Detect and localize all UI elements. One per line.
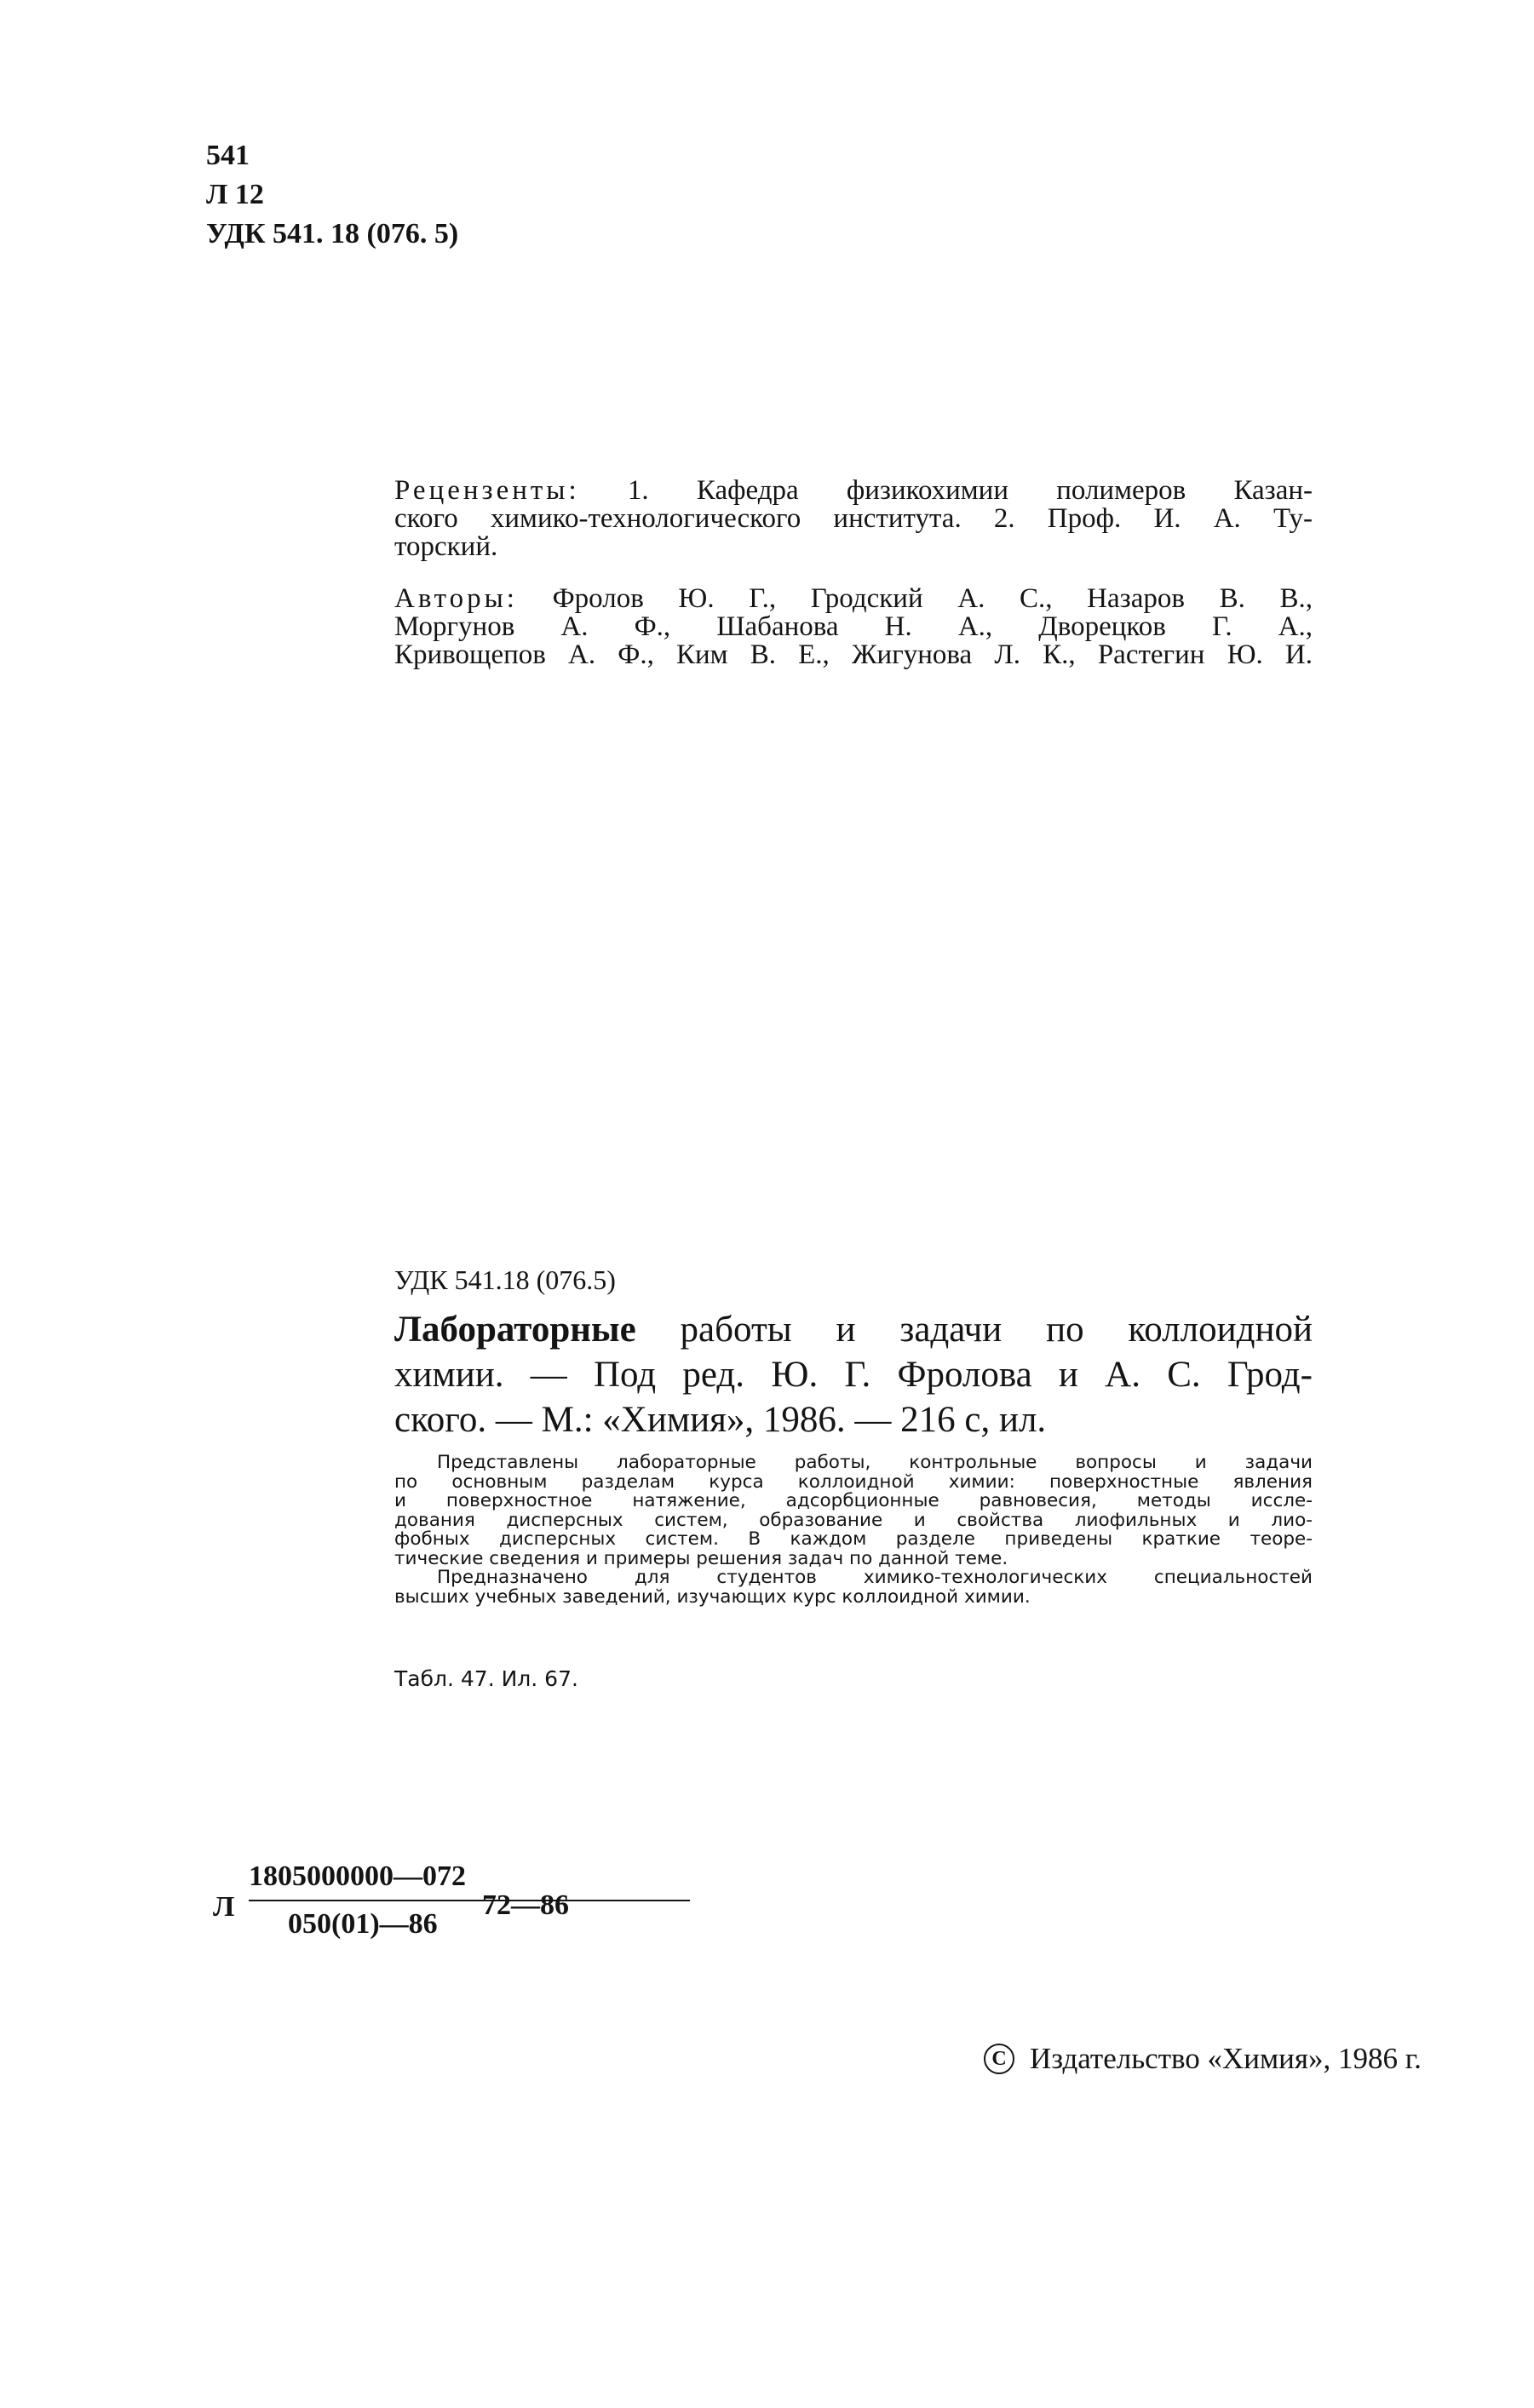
index-letter: Л: [213, 1891, 235, 1923]
authors-text-1: Фролов Ю. Г., Гродский А. С., Назаров В. В.,: [552, 583, 1313, 614]
publication-index: [213, 1860, 622, 1954]
index-denominator: 050(01)—86: [288, 1908, 438, 1940]
tables-illustrations-count: Табл. 47. Ил. 67.: [394, 1666, 578, 1691]
annotation-line: и поверхностное натяжение, адсорбционные равновесия, методы иссле-: [394, 1490, 1313, 1511]
bbk-code: 541: [206, 140, 250, 171]
annotation-line: фобных дисперсных систем. В каждом разделе приведены краткие теоре-: [394, 1528, 1313, 1550]
author-mark: Л 12: [206, 179, 264, 210]
annotation-paragraph-2: [394, 1568, 1313, 1607]
reviewers-line-3: торский.: [394, 531, 498, 562]
classification-block: [206, 136, 458, 254]
reviewers-label: Рецензенты:: [394, 475, 580, 506]
udc-code: УДК 541. 18 (076. 5): [206, 218, 459, 249]
authors-line-1: [394, 585, 1313, 613]
copyright-text: Издательство «Химия», 1986 г.: [1030, 2042, 1422, 2075]
annotation-line: тические сведения и примеры решения задач по данной теме.: [394, 1547, 1008, 1569]
reviewers-line-2: ского химико-технологического института. 2. Проф. И. А. Ту-: [394, 503, 1313, 534]
index-fraction-line: [249, 1900, 690, 1901]
annotation-line: по основным разделам курса коллоидной химии: поверхностные явления: [394, 1471, 1313, 1493]
annotation-block: [394, 1453, 1313, 1607]
authors-paragraph: [394, 585, 1313, 669]
catalog-title-bold: Лабораторные: [394, 1310, 636, 1350]
catalog-line-3: ского. — М.: «Химия», 1986. — 216 с, ил.: [394, 1400, 1047, 1440]
annotation-line: Представлены лабораторные работы, контрольные вопросы и задачи: [437, 1452, 1313, 1473]
catalog-title-rest: работы и задачи по коллоидной: [680, 1310, 1313, 1350]
catalog-title-block: [394, 1307, 1313, 1442]
catalog-line-1: [394, 1307, 1313, 1352]
credits-block: [394, 477, 1313, 669]
copyright-icon: C: [984, 2044, 1014, 2074]
authors-label: Авторы:: [394, 583, 518, 614]
catalog-udc: УДК 541.18 (076.5): [394, 1264, 616, 1295]
annotation-paragraph-1: [394, 1453, 1313, 1568]
reviewers-line-1: [394, 477, 1313, 505]
index-suffix: 72—86: [482, 1889, 569, 1921]
reviewers-text-1: 1. Кафедра физикохимии полимеров Казан-: [627, 475, 1313, 506]
index-numerator: 1805000000—072: [249, 1860, 466, 1892]
copyright-line: [984, 2042, 1422, 2076]
annotation-line: Предназначено для студентов химико-технологических специальностей: [437, 1567, 1313, 1588]
reviewers-paragraph: [394, 477, 1313, 561]
annotation-line: дования дисперсных систем, образование и свойства лиофильных и лио-: [394, 1509, 1313, 1531]
annotation-line: высших учебных заведений, изучающих курс коллоидной химии.: [394, 1585, 1031, 1608]
authors-line-3: Кривощепов А. Ф., Ким В. Е., Жигунова Л. К., Растегин Ю. И.: [394, 639, 1313, 670]
authors-line-2: Моргунов А. Ф., Шабанова Н. А., Дворецков Г. А.,: [394, 611, 1313, 642]
catalog-line-2: химии. — Под ред. Ю. Г. Фролова и А. С. Грод-: [394, 1355, 1313, 1395]
